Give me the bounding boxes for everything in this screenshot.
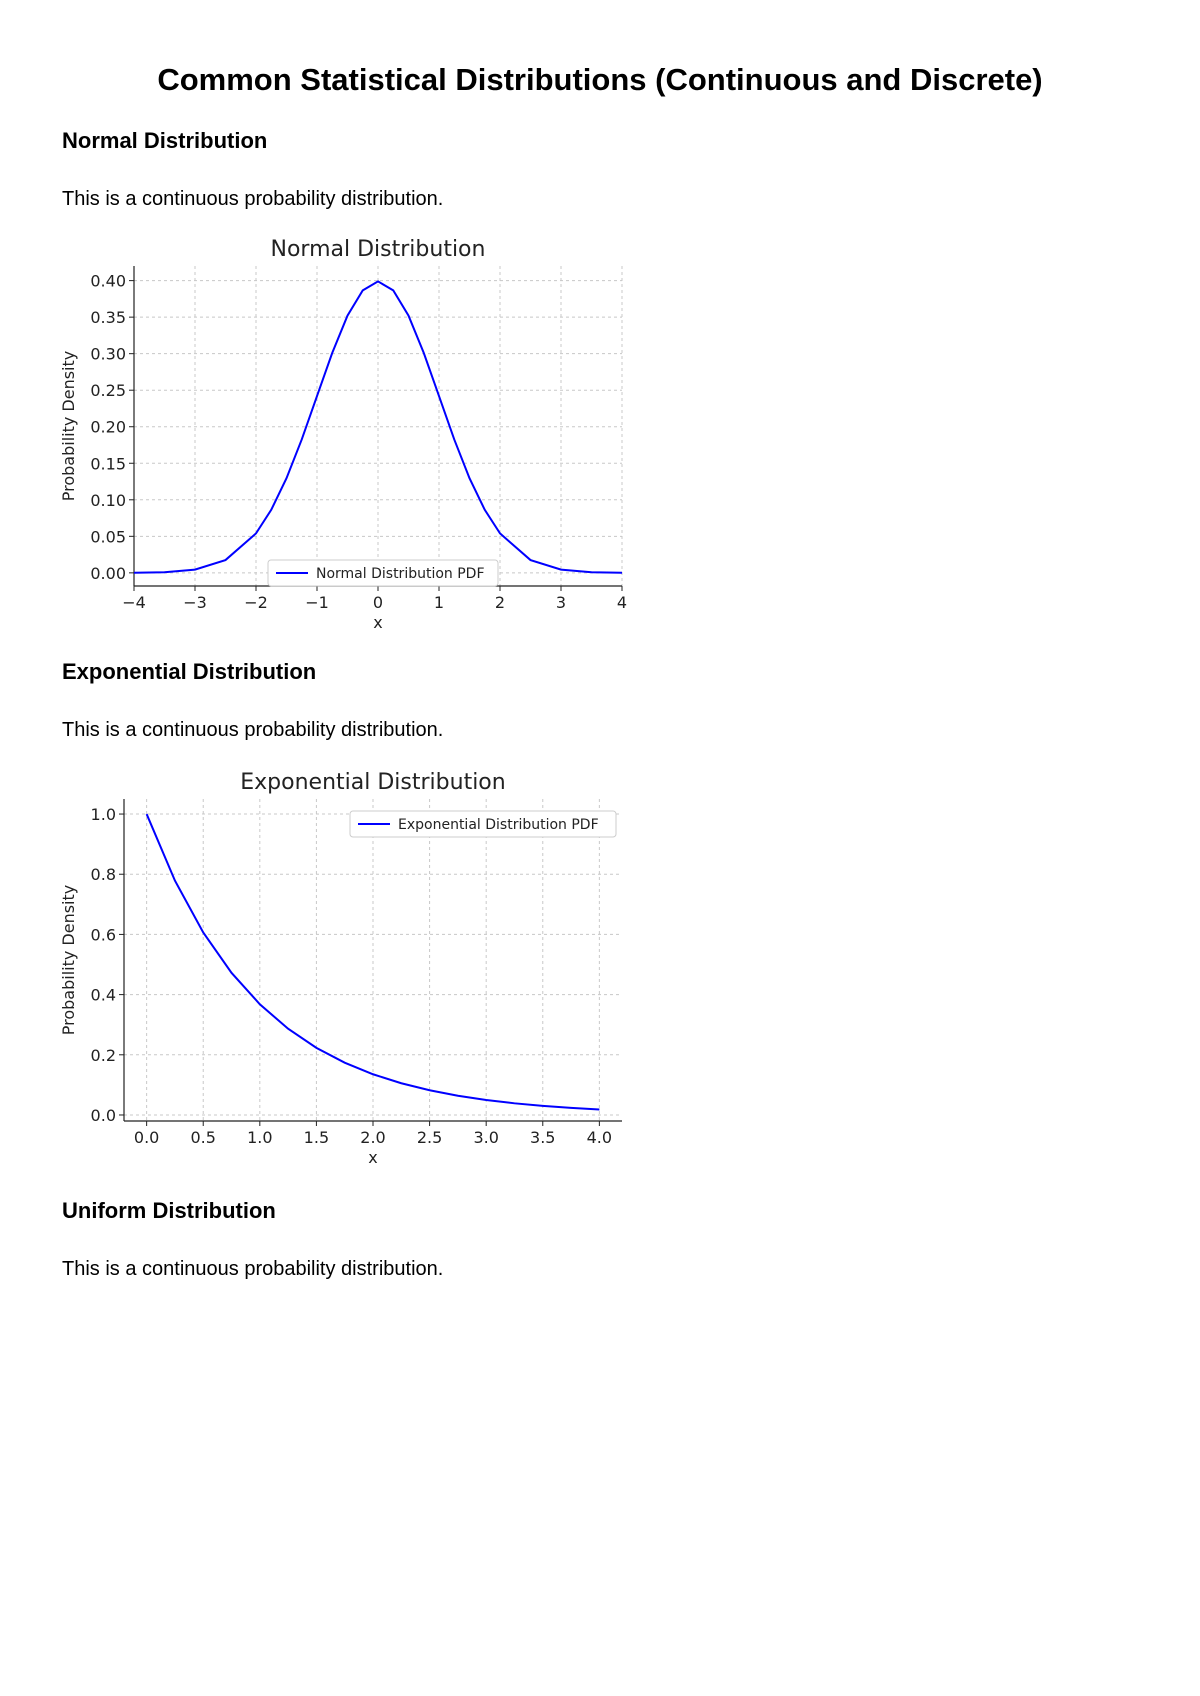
chart-title: Exponential Distribution (240, 770, 506, 795)
chart-title: Normal Distribution (270, 237, 486, 262)
x-tick-label: 2.0 (360, 1128, 386, 1147)
x-tick-label: 1.5 (303, 1128, 330, 1147)
document-title: Common Statistical Distributions (Continuous and Discrete) (157, 62, 1043, 97)
y-tick-label: 0.20 (90, 417, 126, 437)
y-tick-label: 0.00 (90, 563, 126, 583)
x-tick-label: 3.0 (473, 1128, 499, 1147)
x-tick-label: −4 (122, 593, 146, 612)
legend-label: Normal Distribution PDF (316, 566, 485, 582)
y-tick-label: 0.8 (90, 865, 116, 885)
legend-label: Exponential Distribution PDF (398, 817, 599, 833)
x-tick-label: 1.0 (247, 1128, 273, 1147)
y-tick-label: 0.10 (90, 490, 126, 510)
section-text-uniform: This is a continuous probability distribution. (62, 1258, 444, 1280)
x-axis-label: x (373, 613, 383, 632)
section-text-exponential: This is a continuous probability distribution. (62, 719, 444, 741)
y-tick-label: 1.0 (90, 805, 116, 825)
section-text-normal: This is a continuous probability distribution. (62, 188, 444, 210)
exponential-distribution-chart (58, 763, 638, 1183)
y-tick-label: 0.6 (90, 925, 116, 945)
y-tick-label: 0.15 (90, 454, 126, 474)
y-tick-label: 0.25 (90, 381, 126, 401)
x-tick-label: 4 (616, 593, 628, 612)
y-tick-label: 0.4 (90, 985, 116, 1005)
y-axis-label: Probability Density (59, 884, 78, 1036)
normal-distribution-chart (58, 230, 638, 650)
section-heading-uniform: Uniform Distribution (62, 1198, 276, 1223)
x-tick-label: 2.5 (416, 1128, 443, 1147)
section-heading-exponential: Exponential Distribution (62, 659, 317, 684)
y-axis-label: Probability Density (59, 350, 78, 502)
x-tick-label: −1 (305, 593, 329, 612)
x-tick-label: 0 (372, 593, 384, 612)
x-tick-label: 2 (494, 593, 506, 612)
y-tick-label: 0.0 (90, 1105, 116, 1125)
y-tick-label: 0.2 (90, 1045, 116, 1065)
x-tick-label: 3.5 (530, 1128, 556, 1147)
x-tick-label: 0.0 (133, 1128, 160, 1147)
y-tick-label: 0.40 (90, 271, 126, 291)
x-tick-label: −3 (183, 593, 207, 612)
x-tick-label: 3 (555, 593, 567, 612)
y-tick-label: 0.35 (90, 308, 126, 328)
x-axis-label: x (368, 1148, 378, 1167)
y-tick-label: 0.05 (90, 527, 126, 547)
x-tick-label: 1 (433, 593, 445, 612)
x-tick-label: −2 (244, 593, 268, 612)
x-tick-label: 4.0 (586, 1128, 613, 1147)
x-tick-label: 0.5 (190, 1128, 216, 1147)
section-heading-normal: Normal Distribution (62, 128, 268, 153)
y-tick-label: 0.30 (90, 344, 126, 364)
